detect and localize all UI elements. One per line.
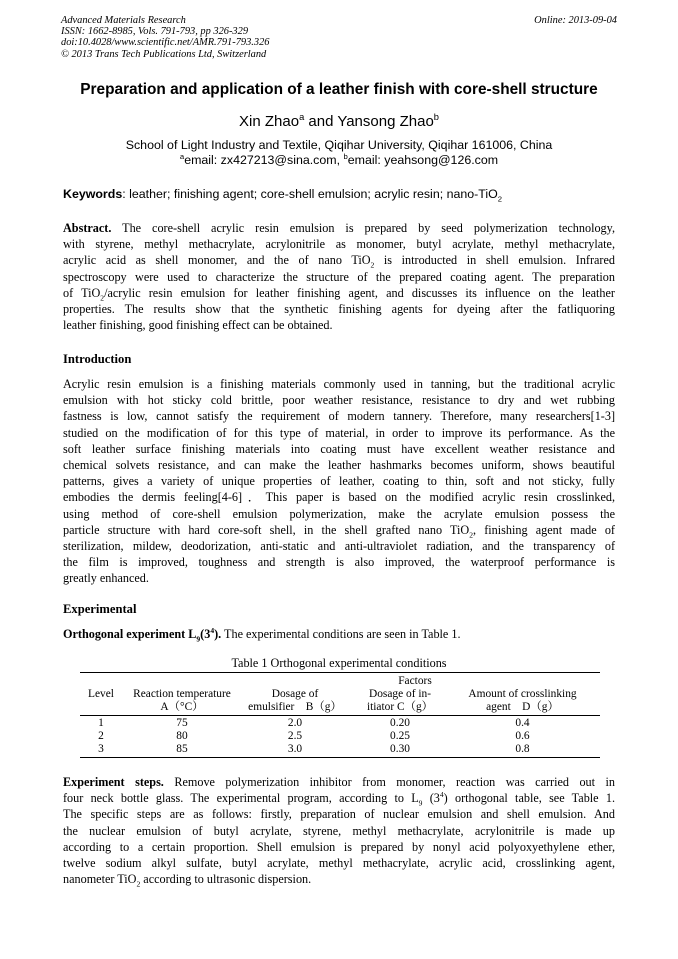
abstract-line: spectroscopy were used to characterize the structure of the prepared coating agent. The preparation xyxy=(63,269,615,284)
abstract-line: leather finishing, good finishing effect can be obtained. xyxy=(63,318,333,333)
header-a-line2: A（°C） xyxy=(160,701,204,713)
header-level: Level xyxy=(88,688,114,700)
cell-a: 80 xyxy=(176,730,188,742)
label-text: ). xyxy=(214,627,222,641)
email-b: email: yeahsong@126.com xyxy=(347,153,499,167)
intro-line: patterns, gives a variety of unique properties of leather, coating to thin, soft and not sticky, fully xyxy=(63,474,615,489)
header-b-line1: Dosage of xyxy=(271,688,319,700)
abstract-line: properties. The results show that the synthetic finishing agents for dyeing after the fatliquoring xyxy=(63,301,615,316)
steps-line xyxy=(63,774,615,790)
steps-text: four neck bottle glass. The experimental program, according to L xyxy=(63,791,419,806)
affiliation xyxy=(40,138,638,168)
intro-line: using method of core-shell emulsion polymerization, make the acrylate emulsion possess the xyxy=(63,506,615,521)
cell-level: 2 xyxy=(98,730,104,742)
abstract-text: is introducted in shell emulsion. Infrared xyxy=(374,253,615,268)
header-d-line1: Amount of crosslinking xyxy=(468,688,577,700)
abstract-text: of TiO xyxy=(63,285,101,300)
intro-line: chemical solvets resistance, and can make the leather hashmarks becomes uniform, shows beautiful xyxy=(63,457,615,472)
doi-line: doi:10.4028/www.scientific.net/AMR.791-793.326 xyxy=(61,37,270,49)
affiliation-line: School of Light Industry and Textile, Qiqihar University, Qiqihar 161006, China xyxy=(125,138,553,152)
keywords-sub: 2 xyxy=(497,194,503,204)
intro-text: particle structure with hard core-soft shell, in the shell grafted nano TiO xyxy=(63,522,470,537)
intro-line: soft leather surface finishing materials into coating must have excellent weather resistance and xyxy=(63,441,615,456)
steps-line xyxy=(63,790,615,806)
abstract-line xyxy=(63,285,615,301)
issn-line: ISSN: 1662-8985, Vols. 791-793, pp 326-329 xyxy=(61,26,249,38)
intro-line: embodies the dermis feeling[4-6]．This paper is based on the modified acrylic resin crosslinked, xyxy=(63,490,615,505)
abstract xyxy=(63,220,615,333)
intro-line: fastness is low, cannot satisfy the requirement of modern tannery. Therefore, many researchers[1-3] xyxy=(63,409,615,424)
abstract-label: Abstract. xyxy=(63,221,112,235)
steps-line: according to a certain proportion. Shell emulsion is prepared by nonyl acid polyoxyethylene ether, xyxy=(63,839,615,854)
cell-b: 2.5 xyxy=(287,730,303,742)
table-bottom-rule xyxy=(80,757,600,758)
steps-text: nanometer TiO xyxy=(63,872,137,887)
copyright-line: © 2013 Trans Tech Publications Ltd, Switzerland xyxy=(61,48,267,60)
superscript: 4 xyxy=(439,790,444,800)
abstract-text: The core-shell acrylic resin emulsion is prepared by seed polymerization technology, xyxy=(111,221,615,235)
steps-label: Experiment steps. xyxy=(63,775,164,789)
orthogonal-line xyxy=(63,626,615,642)
experiment-steps xyxy=(63,774,615,887)
subscript: 9 xyxy=(418,798,423,808)
intro-line: sterilization, mildew, deodorization, anti-static and anti-ultraviolet radiation, and the transparency of xyxy=(63,538,615,553)
intro-text: , finishing agent made of xyxy=(473,522,615,537)
header-b-line2: emulsifier B（g） xyxy=(248,701,342,713)
keywords-label: Keywords xyxy=(63,187,123,201)
author-2-sup: b xyxy=(433,112,439,122)
intro-line: the film is improved, toughness and strength is also improved, the waterproof performance is xyxy=(63,555,615,570)
header-d-line2: agent D（g） xyxy=(486,701,559,713)
cell-d: 0.6 xyxy=(515,730,530,742)
email-line xyxy=(40,153,638,168)
email-b-sup: b xyxy=(343,151,348,161)
intro-line: emulsion with hot sticky cold brittle, poor weather resistance, resistance to dry and wet rubbing xyxy=(63,393,615,408)
abstract-line: with styrene, methyl methacrylate, acrylonitrile as monomer, butyl acrylate, methyl methacrylate, xyxy=(63,237,615,252)
steps-text: according to ultrasonic dispersion. xyxy=(140,872,312,887)
subscript: 2 xyxy=(370,260,375,270)
subscript: 2 xyxy=(100,293,105,303)
author-1-sup: a xyxy=(299,112,305,122)
cell-level: 3 xyxy=(98,743,104,755)
cell-d: 0.4 xyxy=(515,717,530,729)
author-line xyxy=(40,113,638,130)
steps-line xyxy=(63,871,615,887)
cell-c: 0.30 xyxy=(390,743,410,755)
abstract-text: acrylic acid as shell monomer, and the of nano TiO xyxy=(63,253,371,268)
intro-line: greatly enhanced. xyxy=(63,571,149,586)
cell-b: 3.0 xyxy=(287,743,303,755)
author-1: Xin Zhao xyxy=(239,113,300,130)
steps-line: the nuclear emulsion of butyl acrylate, styrene, methyl methacrylate, acrylonitrile is made up xyxy=(63,823,615,838)
cell-level: 1 xyxy=(98,717,104,729)
header-c-line2: itiator C（g） xyxy=(366,701,434,713)
orthogonal-text: The experimental conditions are seen in Table 1. xyxy=(221,627,461,641)
steps-line: The specific steps are as follows: firstly, preparation of nuclear emulsion and shell emulsion. And xyxy=(63,807,615,822)
paper-title: Preparation and application of a leather finish with core-shell structure xyxy=(80,81,598,98)
cell-a: 85 xyxy=(176,743,188,755)
abstract-line xyxy=(63,252,615,268)
table-top-rule xyxy=(80,672,600,673)
label-text: Orthogonal experiment L xyxy=(63,627,197,641)
cell-a: 75 xyxy=(176,717,188,729)
orthogonal-paragraph xyxy=(63,626,615,642)
subscript: 2 xyxy=(136,879,141,889)
header-a-line1: Reaction temperature xyxy=(133,688,231,700)
abstract-text: /acrylic resin emulsion for leather finishing agent, and discusses its influence on the leather xyxy=(104,285,615,300)
intro-line: Acrylic resin emulsion is a finishing materials commonly used in tanning, but the traditional acrylic xyxy=(63,377,615,391)
email-a-sup: a xyxy=(179,151,185,161)
journal-name: Advanced Materials Research xyxy=(61,15,186,26)
cell-c: 0.20 xyxy=(390,717,410,729)
cell-b: 2.0 xyxy=(287,717,303,729)
journal-header xyxy=(61,15,617,60)
factors-header: Factors xyxy=(398,675,432,687)
table-caption: Table 1 Orthogonal experimental conditions xyxy=(231,656,447,670)
subscript: 9 xyxy=(196,634,201,644)
header-c-line1: Dosage of in- xyxy=(369,688,431,700)
author-2: Yansong Zhao xyxy=(337,113,434,130)
abstract-line xyxy=(63,220,615,236)
email-a: email: zx427213@sina.com, xyxy=(184,153,344,167)
label-text: (3 xyxy=(200,627,211,641)
intro-line xyxy=(63,522,615,538)
superscript: 4 xyxy=(210,625,215,635)
subscript: 2 xyxy=(469,530,474,540)
steps-text: (3 xyxy=(422,791,440,806)
table-mid-rule xyxy=(80,715,600,716)
online-date: Online: 2013-09-04 xyxy=(534,15,617,26)
experimental-heading: Experimental xyxy=(63,602,137,616)
keywords-text: : leather; finishing agent; core-shell emulsion; acrylic resin; nano-TiO xyxy=(122,187,498,201)
keywords xyxy=(63,187,615,204)
steps-text: Remove polymerization inhibitor from monomer, reaction was carried out in xyxy=(163,775,615,789)
introduction-body xyxy=(63,376,615,586)
cell-d: 0.8 xyxy=(515,743,530,755)
steps-line: twelve sodium alkyl sulfate, butyl acrylate, methyl methacrylate, acrylic acid, crosslinking agent, xyxy=(63,855,615,870)
introduction-heading: Introduction xyxy=(63,352,132,366)
intro-line: studied on the modification of for this type of material, in order to improve its performance. As the xyxy=(63,425,615,440)
cell-c: 0.25 xyxy=(390,730,410,742)
steps-text: ) orthogonal table, see Table 1. xyxy=(443,791,615,806)
author-separator: and xyxy=(304,113,338,130)
orthogonal-label xyxy=(63,625,222,644)
